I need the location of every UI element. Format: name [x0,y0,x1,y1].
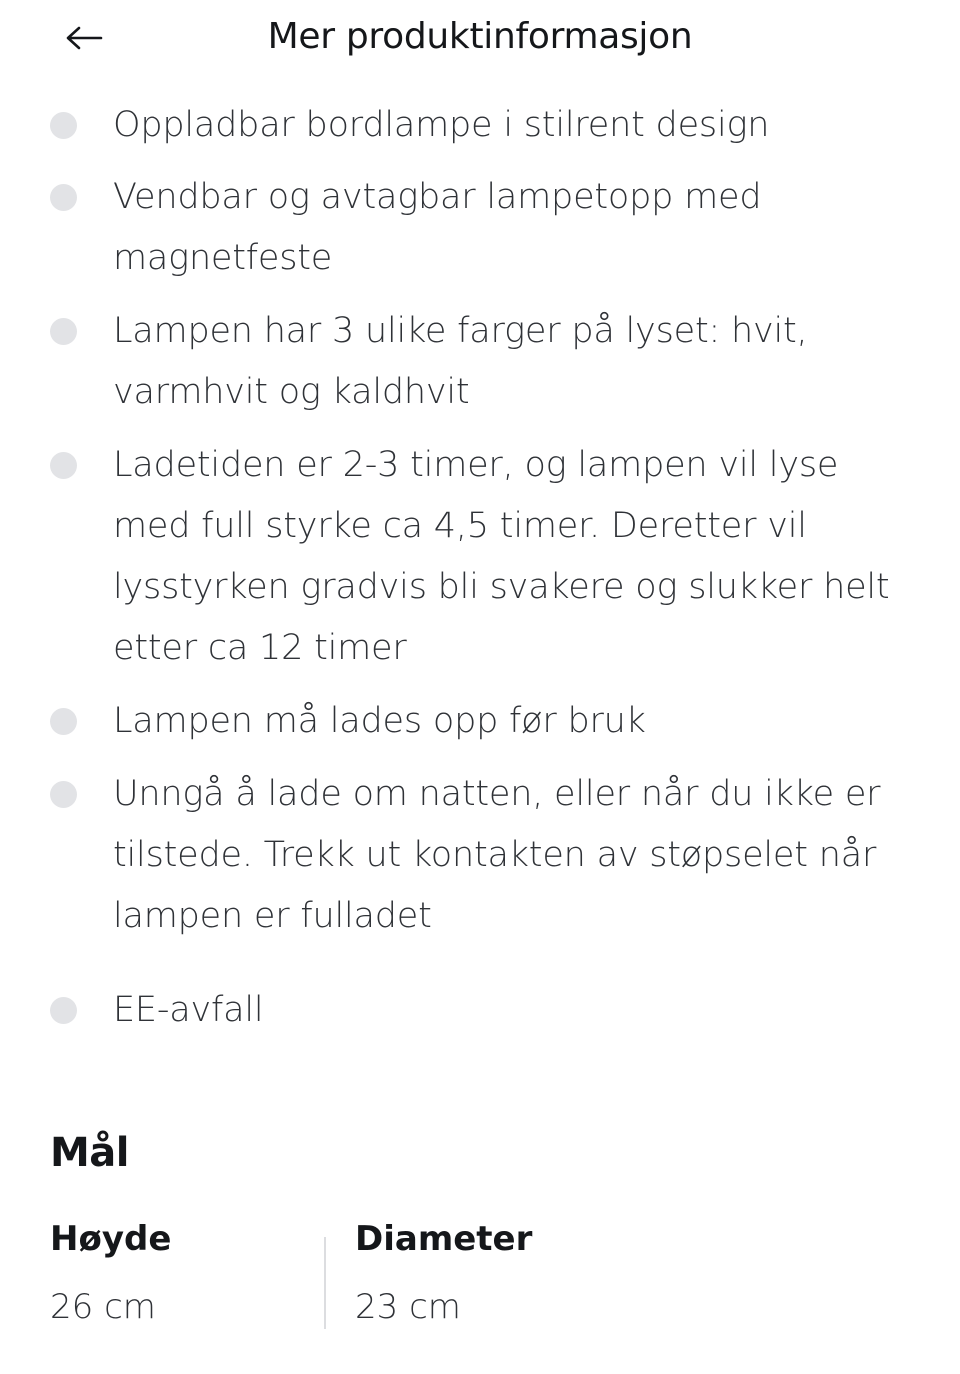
list-item-text: Lampen må lades opp før bruk [113,701,646,741]
dimension-value: 26 cm [50,1287,156,1327]
list-item-text: Oppladbar bordlampe i stilrent design [113,105,770,145]
dimension-value: 23 cm [355,1287,461,1327]
list-item-text: Vendbar og avtagbar lampetopp med magnetfeste [113,177,762,278]
list-item-text: Unngå å lade om natten, eller når du ikke er tilstede. Trekk ut kontakten av støpselet når lampen er fulladet [113,774,881,936]
bullet-dot [50,184,77,211]
header-bar [0,0,960,84]
column-divider [324,1237,326,1329]
dimensions-table [0,1215,960,1345]
bullet-dot [50,318,77,345]
page-title: Mer produktinformasjon [267,16,693,57]
list-item-text: Lampen har 3 ulike farger på lyset: hvit, varmhvit og kaldhvit [113,311,808,412]
dimensions-heading: Mål [50,1130,130,1176]
bullet-dot [50,708,77,735]
list-item-text: EE-avfall [113,990,264,1030]
list-item-text: Ladetiden er 2-3 timer, og lampen vil lyse med full styrke ca 4,5 timer. Deretter vil lysstyrken gradvis bli svakere og slukker helt etter ca 12 timer [113,445,890,668]
bullet-dot [50,112,77,139]
bullet-dot [50,452,77,479]
dimension-label: Diameter [355,1219,533,1259]
bullet-dot [50,997,77,1024]
bullet-dot [50,781,77,808]
dimension-label: Høyde [50,1219,172,1259]
